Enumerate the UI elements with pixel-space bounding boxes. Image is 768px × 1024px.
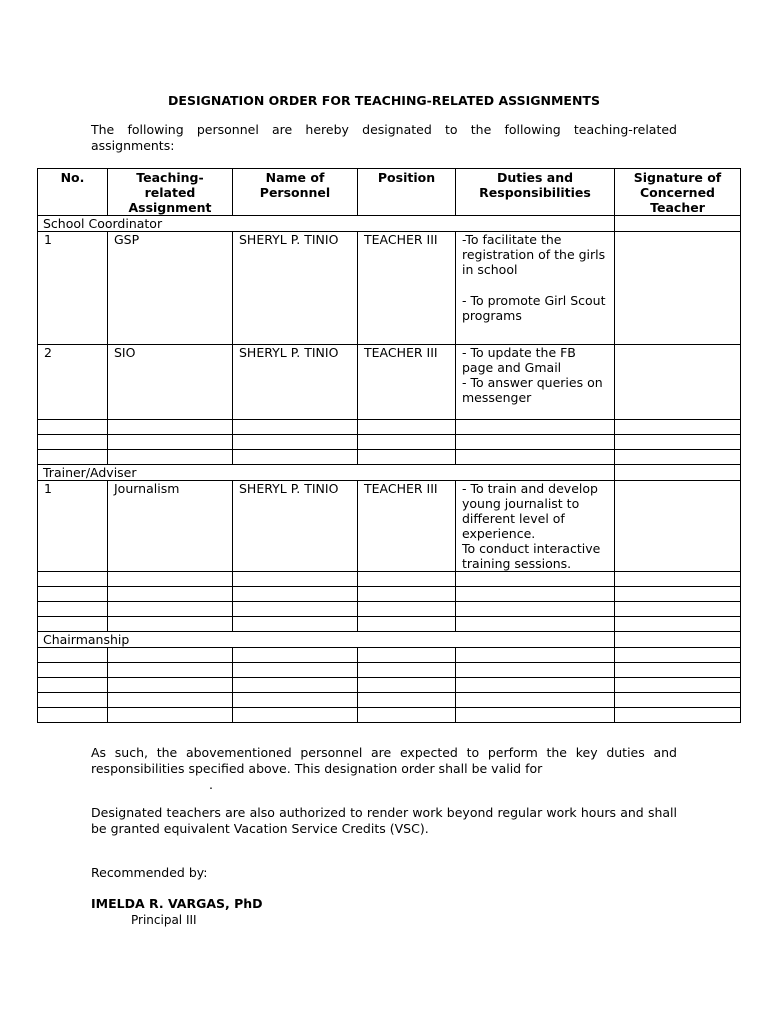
assignment-table [37,168,741,723]
header-assignment: Teaching-related Assignment [108,169,233,216]
table-row [38,232,741,345]
signature-cell [615,632,741,648]
signer-title: Principal III [131,913,197,927]
row-position: TEACHER III [358,232,456,345]
signature-cell [615,216,741,232]
row-duties [456,232,615,345]
section-row [38,632,741,648]
closing-paragraph [91,745,677,793]
row-assignment: Journalism [108,481,233,572]
row-position: TEACHER III [358,345,456,420]
document-title: DESIGNATION ORDER FOR TEACHING-RELATED ASSIGNMENTS [168,93,600,108]
duty-item: - To answer queries on messenger [462,375,603,405]
recommended-by-label: Recommended by: [91,865,208,880]
signature-cell [615,345,741,420]
closing-text: As such, the abovementioned personnel are expected to perform the key duties and responsibilities specified above. This designation order shall be valid for [91,745,677,776]
duty-item: To conduct interactive training sessions. [462,541,601,571]
section-row [38,216,741,232]
table-row [38,481,741,572]
header-name: Name of Personnel [233,169,358,216]
row-assignment: SIO [108,345,233,420]
signer-name: IMELDA R. VARGAS, PhD [91,896,263,911]
empty-row [38,450,741,465]
empty-row [38,617,741,632]
header-position: Position [358,169,456,216]
empty-row [38,572,741,587]
row-name: SHERYL P. TINIO [233,232,358,345]
signature-cell [615,465,741,481]
row-no: 1 [38,481,108,572]
header-no: No. [38,169,108,216]
closing-period: . [209,777,213,792]
section-label: Trainer/Adviser [38,465,615,481]
duty-item: - To update the FB page and Gmail [462,345,576,375]
empty-row [38,602,741,617]
empty-row [38,435,741,450]
section-label: Chairmanship [38,632,615,648]
row-position: TEACHER III [358,481,456,572]
intro-paragraph: The following personnel are hereby designated to the following teaching-related assignments: [91,122,677,153]
section-row [38,465,741,481]
section-label: School Coordinator [38,216,615,232]
header-signature: Signature of Concerned Teacher [615,169,741,216]
duty-item: - To train and develop young journalist to different level of experience. [462,481,598,541]
row-name: SHERYL P. TINIO [233,345,358,420]
header-duties: Duties and Responsibilities [456,169,615,216]
signature-cell [615,232,741,345]
empty-row [38,587,741,602]
empty-row [38,708,741,723]
row-assignment: GSP [108,232,233,345]
row-name: SHERYL P. TINIO [233,481,358,572]
table-header-row [38,169,741,216]
empty-row [38,693,741,708]
empty-row [38,663,741,678]
empty-row [38,648,741,663]
empty-row [38,420,741,435]
row-duties [456,481,615,572]
authorization-paragraph: Designated teachers are also authorized to render work beyond regular work hours and shall be granted equivalent Vacation Service Credits (VSC). [91,805,677,836]
row-no: 2 [38,345,108,420]
duty-item: - To promote Girl Scout programs [462,293,606,323]
empty-row [38,678,741,693]
table-row [38,345,741,420]
signature-cell [615,481,741,572]
row-duties [456,345,615,420]
duty-item: -To facilitate the registration of the girls in school [462,232,606,277]
row-no: 1 [38,232,108,345]
